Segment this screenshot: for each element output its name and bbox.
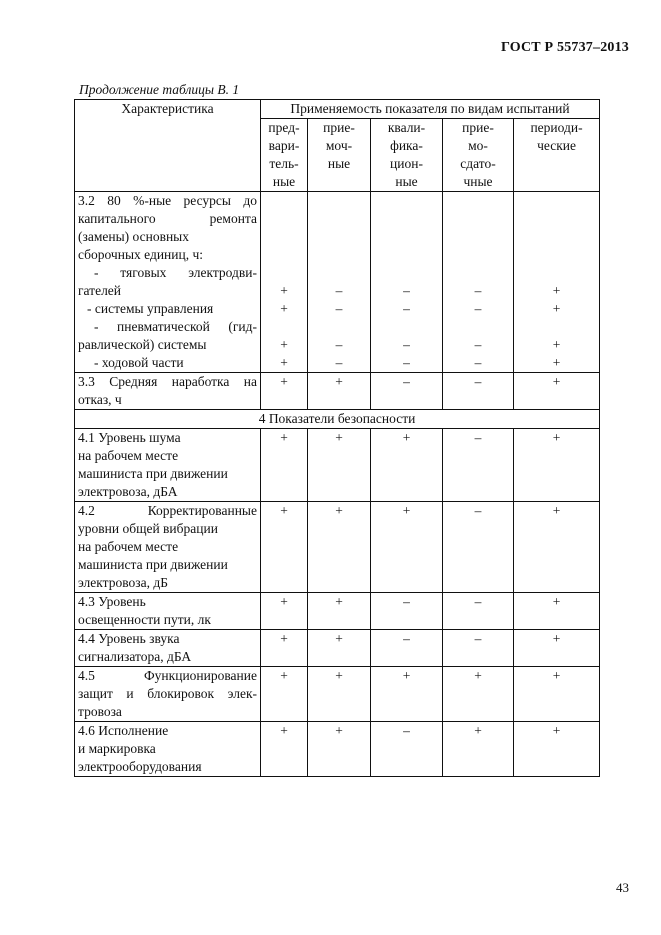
mark-cell: + + + + — [261, 192, 308, 373]
mark-cell: + — [514, 667, 600, 722]
mark-cell: + + + + — [514, 192, 600, 373]
mark-cell: + — [514, 593, 600, 630]
mark-cell: – — [443, 630, 514, 667]
table-row-4-6 — [75, 722, 600, 777]
mark-cell: + — [514, 722, 600, 777]
characteristic-cell: 4.4 Уровень звука сигнализатора, дБА — [75, 630, 261, 667]
header-test-delivery-acceptance: прие- мо- сдато- чные — [443, 119, 514, 192]
table-row-3-2 — [75, 192, 600, 373]
mark-cell: – — [443, 593, 514, 630]
table-row-4-5 — [75, 667, 600, 722]
table-caption: Продолжение таблицы В. 1 — [79, 82, 240, 97]
characteristic-cell: 4.5 Функционирование защит и блокировок элек- тровоза — [75, 667, 261, 722]
mark-cell: + — [443, 667, 514, 722]
mark-cell: + — [308, 630, 371, 667]
mark-cell: + — [514, 502, 600, 593]
mark-cell: + — [308, 502, 371, 593]
mark-cell: + — [443, 722, 514, 777]
characteristic-cell: 3.2 80 %-ные ресурсы до капитального ремонта (замены) основных сборочных единиц, ч: - тяговых электродви- гателей - системы управления - пневматической (гид- равлической) системы - ходовой части — [75, 192, 261, 373]
header-test-qualification: квали- фика- цион- ные — [371, 119, 443, 192]
mark-cell: – – – – — [371, 192, 443, 373]
header-test-acceptance: прие- моч- ные — [308, 119, 371, 192]
characteristic-cell: 4.2 Корректированные уровни общей вибрации на рабочем месте машиниста при движении электровоза, дБ — [75, 502, 261, 593]
mark-cell: – — [443, 502, 514, 593]
mark-cell: – — [371, 630, 443, 667]
mark-cell: – — [371, 722, 443, 777]
mark-cell: – — [371, 593, 443, 630]
characteristic-cell: 4.6 Исполнение и маркировка электрооборудования — [75, 722, 261, 777]
mark-cell: + — [514, 373, 600, 410]
mark-cell: + — [371, 502, 443, 593]
mark-cell: + — [308, 593, 371, 630]
mark-cell: + — [371, 667, 443, 722]
mark-cell: – – – – — [443, 192, 514, 373]
characteristic-cell: 4.3 Уровень освещенности пути, лк — [75, 593, 261, 630]
mark-cell: – — [443, 373, 514, 410]
characteristic-cell: 3.3 Средняя наработка на отказ, ч — [75, 373, 261, 410]
table-row-4-1 — [75, 429, 600, 502]
header-test-preliminary: пред- вари- тель- ные — [261, 119, 308, 192]
table-row-4-3 — [75, 593, 600, 630]
document-standard-code: ГОСТ Р 55737–2013 — [500, 40, 629, 55]
mark-cell: – — [443, 429, 514, 502]
mark-cell: + — [308, 373, 371, 410]
mark-cell: – — [371, 373, 443, 410]
mark-cell: + — [308, 667, 371, 722]
mark-cell: + — [261, 373, 308, 410]
mark-cell: + — [261, 667, 308, 722]
mark-cell: + — [371, 429, 443, 502]
header-characteristic: Характеристика — [75, 100, 261, 192]
mark-cell: + — [514, 630, 600, 667]
mark-cell: – – – – — [308, 192, 371, 373]
header-applicability: Применяемость показателя по видам испытаний — [261, 100, 600, 119]
mark-cell: + — [261, 630, 308, 667]
mark-cell: + — [261, 722, 308, 777]
mark-cell: + — [261, 593, 308, 630]
header-test-periodic: периоди- ческие — [514, 119, 600, 192]
table-row-4-4 — [75, 630, 600, 667]
mark-cell: + — [308, 429, 371, 502]
mark-cell: + — [514, 429, 600, 502]
applicability-table — [74, 99, 600, 777]
section-heading-safety: 4 Показатели безопасности — [75, 410, 600, 429]
table-row-3-3 — [75, 373, 600, 410]
characteristic-cell: 4.1 Уровень шума на рабочем месте машиниста при движении электровоза, дБА — [75, 429, 261, 502]
page-number: 43 — [616, 880, 629, 895]
table-row-4-2 — [75, 502, 600, 593]
mark-cell: + — [308, 722, 371, 777]
mark-cell: + — [261, 429, 308, 502]
mark-cell: + — [261, 502, 308, 593]
section-row — [75, 410, 600, 429]
